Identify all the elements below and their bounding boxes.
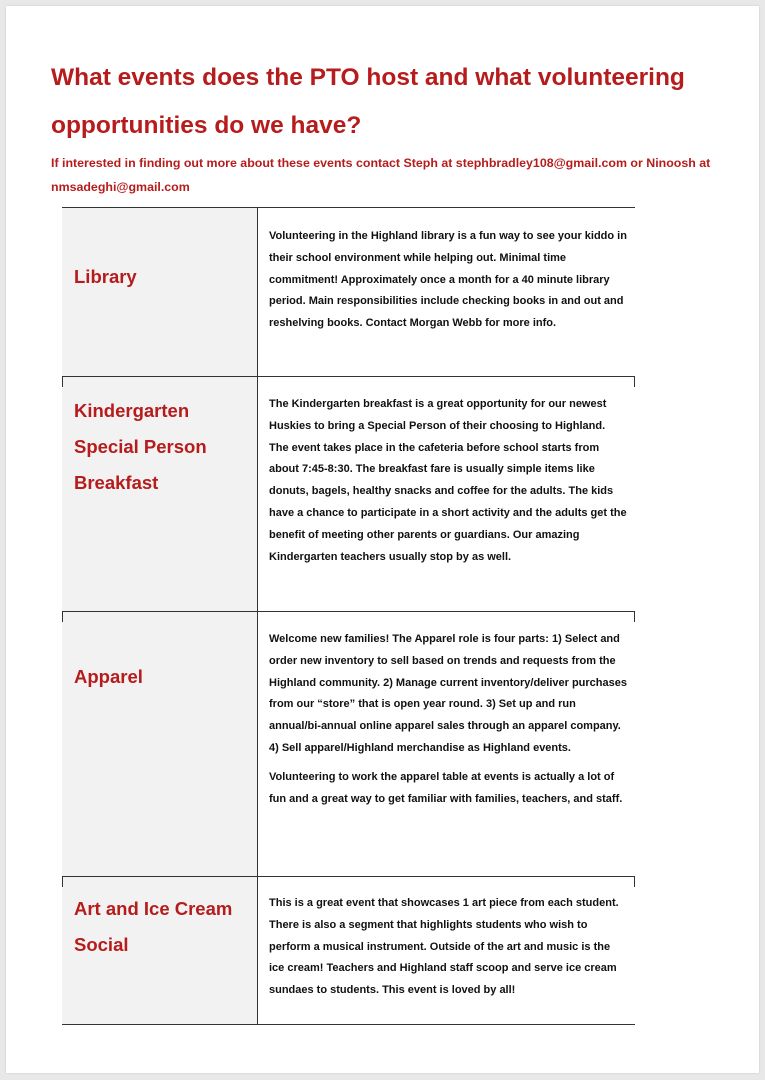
- event-description-cell: [258, 377, 635, 611]
- event-name-kindergarten-breakfast: Kindergarten Special Person Breakfast: [74, 400, 207, 493]
- event-row-kindergarten-breakfast: [62, 376, 635, 611]
- event-row-library: [62, 207, 635, 376]
- contact-info: If interested in finding out more about these events contact Steph at stephbradley108@gmail.com or Ninoosh at nmsadeghi@gmail.com: [51, 156, 711, 194]
- event-row-apparel: [62, 611, 635, 876]
- event-name-apparel: Apparel: [74, 666, 143, 687]
- event-description-apparel-1: Welcome new families! The Apparel role is four parts: 1) Select and order new inventory to sell based on trends and requests from the Highland community. 2) Manage current inventory/deliver purchases from our “store” that is open year round. 3) Set up and run annual/bi-annual online apparel sales through an apparel company. 4) Sell apparel/Highland merchandise as Highland events.: [269, 633, 627, 754]
- event-name-art-ice-cream: Art and Ice Cream Social: [74, 898, 233, 955]
- event-description-kindergarten-breakfast: The Kindergarten breakfast is a great opportunity for our newest Huskies to bring a Special Person of their choosing to Highland. The event takes place in the cafeteria before school starts from about 7:45-8:30. The breakfast fare is usually simple items like donuts, bagels, healthy snacks and coffee for the adults. The kids have a chance to participate in a short activity and the adults get the benefit of meeting other parents or guardians. Our amazing Kindergarten teachers usually stop by as well.: [269, 398, 627, 563]
- event-name-cell: [62, 377, 258, 611]
- event-description-library: Volunteering in the Highland library is a fun way to see your kiddo in their school environment while helping out. Minimal time commitment! Approximately once a month for a 40 minute library period. Main responsibilities include checking books in and out and reshelving books. Contact Morgan Webb for more info.: [269, 230, 627, 330]
- event-description-art-ice-cream: This is a great event that showcases 1 art piece from each student. There is also a segment that highlights students who wish to perform a musical instrument. Outside of the art and music is the ice cream! Teachers and Highland staff scoop and serve ice cream sundaes to students. This event is loved by all!: [269, 897, 619, 997]
- event-row-art-ice-cream: [62, 876, 635, 1025]
- event-description-apparel-2: Volunteering to work the apparel table at events is actually a lot of fun and a great way to get familiar with families, teachers, and staff.: [269, 770, 623, 805]
- event-name-cell: [62, 612, 258, 876]
- events-table: [62, 207, 635, 1025]
- page-title: What events does the PTO host and what volunteering opportunities do we have?: [51, 64, 685, 139]
- event-name-library: Library: [74, 266, 137, 287]
- event-name-cell: [62, 877, 258, 1024]
- event-description-cell: [258, 877, 635, 1024]
- event-description-cell: [258, 208, 635, 376]
- event-name-cell: [62, 208, 258, 376]
- document-page: [6, 6, 759, 1073]
- event-description-cell: [258, 612, 635, 876]
